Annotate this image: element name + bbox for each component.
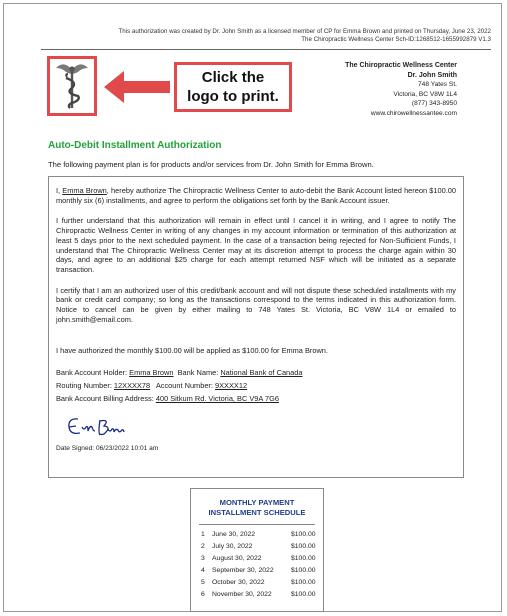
account-holder-line — [56, 366, 456, 379]
callout-line-1: Click the — [201, 69, 265, 86]
row-number: 6 — [201, 591, 205, 598]
schedule-title-line-1: MONTHLY PAYMENT — [219, 498, 295, 507]
applied-amount-paragraph: I have authorized the monthly $100.00 will be applied as $100.00 for Emma Brown. — [56, 346, 328, 356]
row-amount: $100.00 — [291, 591, 316, 598]
address-label: Bank Account Billing Address: — [56, 394, 156, 404]
clinic-name: The Chiropractic Wellness Center — [345, 62, 457, 69]
clinic-website: www.chirowellnessantee.com — [370, 109, 457, 117]
account-number-value: 9XXXX12 — [215, 381, 248, 391]
routing-line — [56, 379, 456, 392]
row-amount: $100.00 — [291, 567, 316, 574]
certification-paragraph: I certify that I am an authorized user of this credit/bank account and will not dispute these scheduled installments with my bank or credit card company; so long as the transactions correspond to the terms indicated in this authorization form. Notice to cancel can be given by either mailing to 748 Yates St. Victoria, BC V8W 1L4 or emailed to john.smith@email.com. — [56, 285, 456, 324]
authorization-paragraph — [56, 186, 456, 205]
date-signed: Date Signed: 06/23/2022 10:01 am — [56, 445, 159, 453]
row-date: June 30, 2022 — [212, 531, 256, 538]
authorization-terms-box — [48, 176, 464, 478]
schedule-row — [191, 529, 323, 541]
routing-label: Routing Number: — [56, 381, 114, 391]
header-divider — [41, 49, 491, 50]
schedule-row — [191, 565, 323, 577]
terms-paragraph: I further understand that this authorization will remain in effect until I cancel it in writing, and I agree to notify The Chiropractic Wellness Center in writing of any changes in my account information or termination of this authorization at least 5 days prior to the next scheduled payment. In the case of a transaction being rejected for Non-Sufficient Funds, I understand that The Chiropractic Wellness Center may at its discretion attempt to process the charge again within 30 days, and agree to an additional $25 charge for each attempt returned NSF which will be initiated as a separate transaction. — [56, 216, 456, 274]
authorization-page — [3, 3, 502, 612]
row-number: 2 — [201, 543, 205, 550]
arrow-left-icon — [102, 69, 172, 105]
p1-rest: , hereby authorize The Chiropractic Wellness Center to auto-debit the Bank Account listed hereon $100.00 monthly six (6) installments, and agree to perform the obligations set forth by the Bank Account issuer. — [56, 186, 456, 205]
account-number-label: Account Number: — [150, 381, 215, 391]
meta-line-1: This authorization was created by Dr. John Smith as a licensed member of CP for Emma Brown and printed on Thursday, June 23, 2022 — [118, 28, 491, 35]
row-number: 5 — [201, 579, 205, 586]
p1-prefix: I, — [56, 186, 63, 195]
authorizer-name: Emma Brown — [62, 186, 107, 195]
schedule-row — [191, 541, 323, 553]
row-number: 4 — [201, 567, 205, 574]
row-amount: $100.00 — [291, 555, 316, 562]
holder-value: Emma Brown — [129, 368, 174, 378]
clinic-address-block — [345, 61, 457, 119]
row-number: 1 — [201, 531, 205, 538]
meta-line-2: The Chiropractic Wellness Center Sch-ID:1268512-1655992879 V1.3 — [301, 36, 491, 43]
clinic-phone: (877) 343-8950 — [411, 100, 457, 108]
schedule-row — [191, 577, 323, 589]
schedule-title — [191, 498, 323, 518]
print-instruction-callout — [174, 62, 292, 112]
billing-address-line — [56, 392, 456, 405]
signature-image — [64, 415, 134, 441]
print-logo-button[interactable] — [47, 56, 97, 116]
callout-line-2: logo to print. — [187, 88, 279, 105]
schedule-row — [191, 553, 323, 565]
clinic-street: 748 Yates St. — [418, 81, 457, 89]
clinic-doctor: Dr. John Smith — [407, 71, 457, 79]
row-amount: $100.00 — [291, 579, 316, 586]
bank-value: National Bank of Canada — [220, 368, 303, 378]
row-date: August 30, 2022 — [212, 555, 262, 562]
installment-schedule — [190, 488, 324, 612]
print-metadata — [119, 28, 491, 44]
row-amount: $100.00 — [291, 543, 316, 550]
schedule-divider — [199, 524, 315, 525]
schedule-row — [191, 589, 323, 601]
holder-label: Bank Account Holder: — [56, 368, 130, 378]
row-date: September 30, 2022 — [212, 567, 274, 574]
document-title: Auto-Debit Installment Authorization — [48, 140, 222, 151]
row-date: October 30, 2022 — [212, 579, 265, 586]
row-amount: $100.00 — [291, 531, 316, 538]
row-number: 3 — [201, 555, 205, 562]
row-date: July 30, 2022 — [212, 543, 253, 550]
caduceus-logo-icon — [54, 60, 90, 112]
bank-label: Bank Name: — [173, 368, 221, 378]
routing-value: 12XXXX78 — [113, 381, 151, 391]
address-value: 400 Sitkum Rd. Victoria, BC V9A 7G6 — [155, 394, 279, 404]
schedule-rows — [191, 529, 323, 601]
signature — [64, 415, 456, 441]
schedule-title-line-2: INSTALLMENT SCHEDULE — [208, 508, 306, 517]
intro-text: The following payment plan is for products and/or services from Dr. John Smith for Emma Brown. — [48, 160, 374, 169]
row-date: November 30, 2022 — [212, 591, 272, 598]
clinic-city: Victoria, BC V8W 1L4 — [393, 90, 457, 98]
